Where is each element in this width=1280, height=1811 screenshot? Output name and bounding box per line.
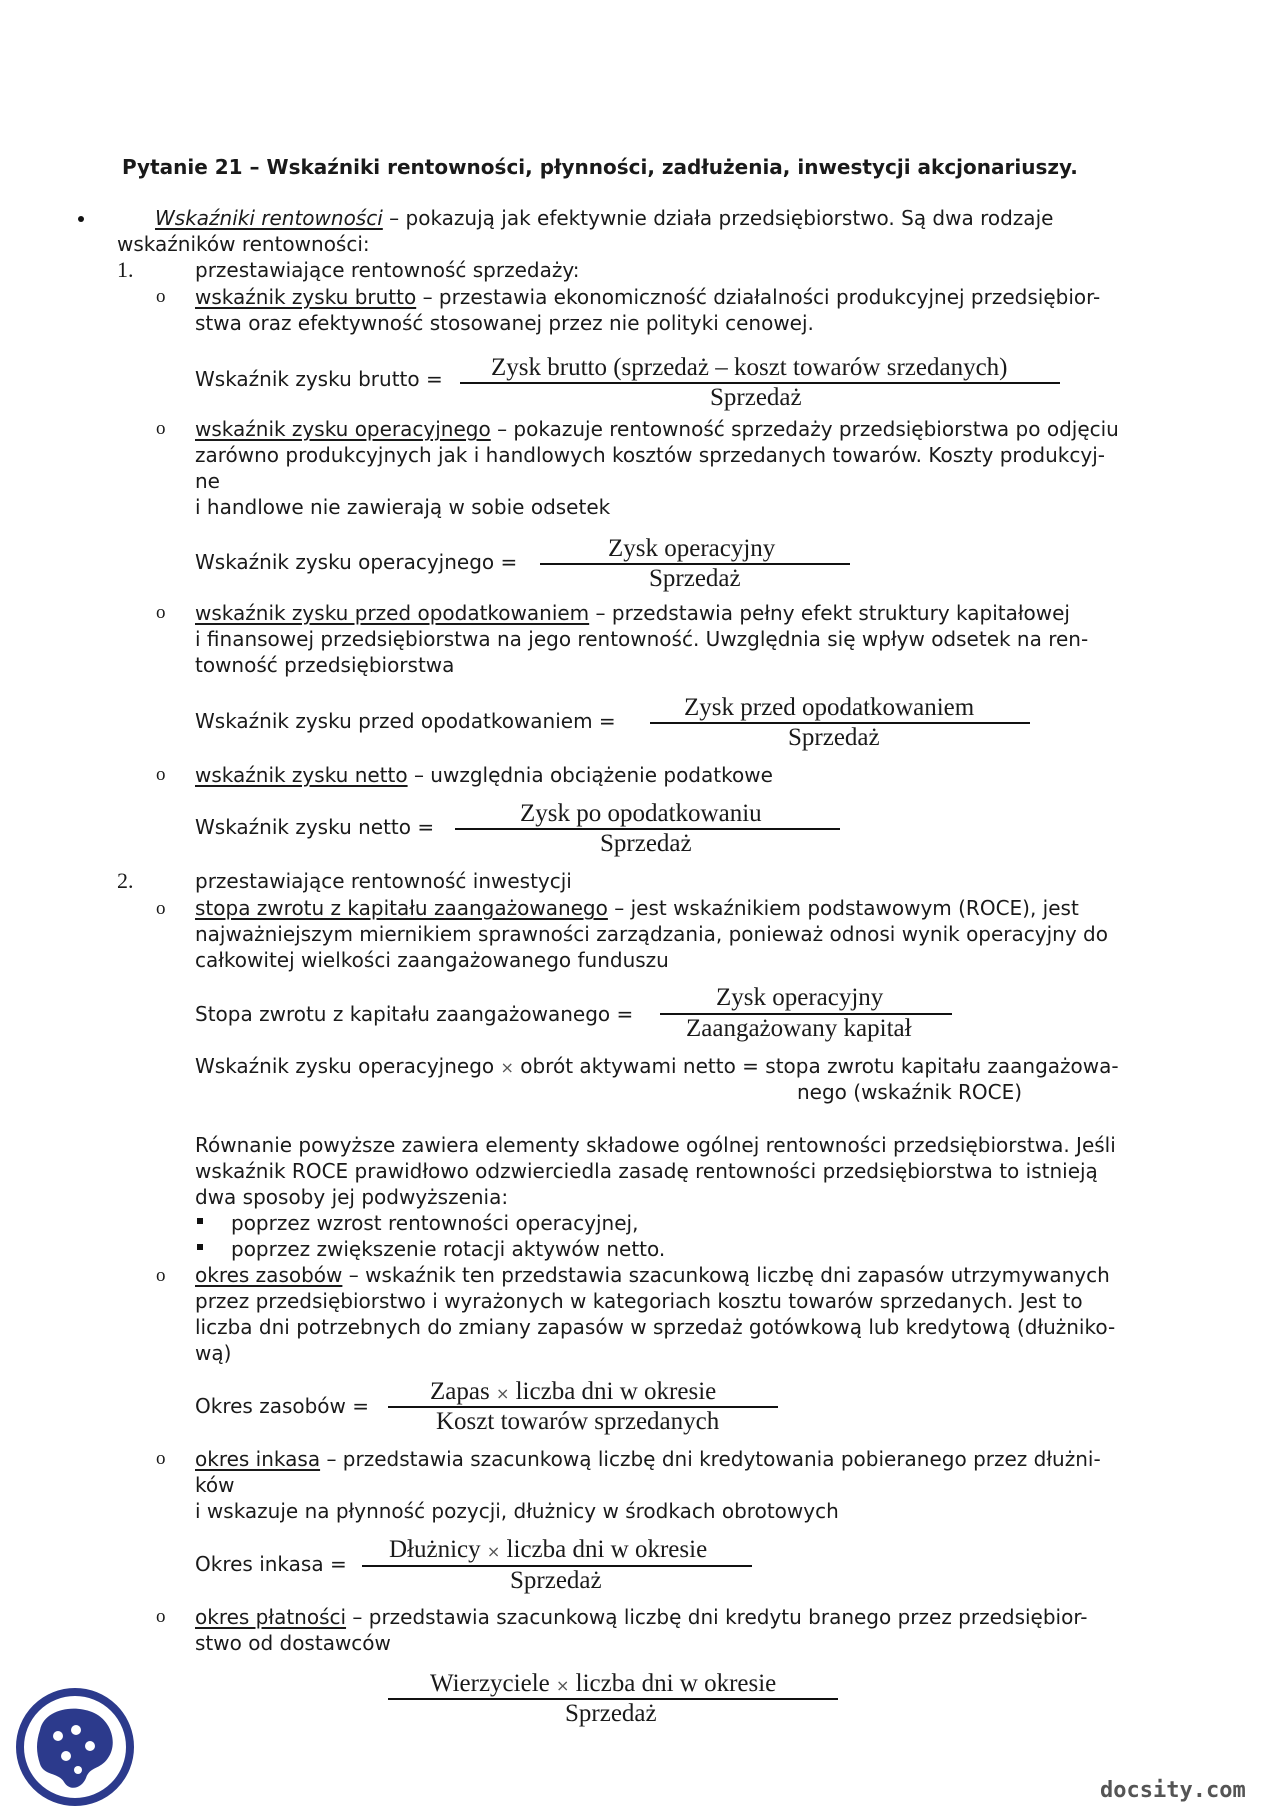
intro-line-1	[155, 205, 1205, 231]
platnosc-numerator-a: Wierzyciele	[430, 1670, 550, 1697]
inkaso-line-3: i wskazuje na płynność pozycji, dłużnicy w środkach obrotowych	[195, 1499, 839, 1523]
inkaso-denominator: Sprzedaż	[510, 1567, 602, 1594]
operacyjny-formula-label: Wskaźnik zysku operacyjnego =	[195, 550, 518, 574]
inkaso-numerator-a: Dłużnicy	[389, 1536, 481, 1563]
platnosc-line-2: stwo od dostawców	[195, 1631, 391, 1655]
roce-equation-line-1	[195, 1053, 1119, 1081]
przed-opod-numerator: Zysk przed opodatkowaniem	[684, 694, 975, 721]
zasoby-line-2: przez przedsiębiorstwo i wyrażonych w kategoriach kosztu towarów sprzedanych. Jest to	[195, 1289, 1083, 1313]
operacyjny-denominator: Sprzedaż	[649, 565, 741, 592]
inkaso-term: okres inkasa	[195, 1447, 321, 1471]
zasoby-formula-label: Okres zasobów =	[195, 1394, 370, 1418]
netto-numerator: Zysk po opodatkowaniu	[520, 800, 762, 827]
operacyjny-line-1	[195, 416, 1205, 442]
intro-text-1: – pokazują jak efektywnie działa przedsiębiorstwo. Są dwa rodzaje	[389, 206, 1054, 230]
zasoby-line-4: wą)	[195, 1341, 232, 1365]
square-bullet	[197, 1218, 203, 1224]
platnosc-denominator: Sprzedaż	[565, 1700, 657, 1727]
zasoby-numerator	[430, 1377, 716, 1409]
zasoby-denominator: Koszt towarów sprzedanych	[436, 1408, 720, 1435]
roce-para-1: Równanie powyższe zawiera elementy składowe ogólnej rentowności przedsiębiorstwa. Jeśli	[195, 1133, 1116, 1157]
przed-opod-text-1: – przedstawia pełny efekt struktury kapitałowej	[595, 601, 1070, 625]
platnosc-numerator	[430, 1669, 776, 1701]
roce-bullet-1: poprzez wzrost rentowności operacyjnej,	[231, 1211, 639, 1235]
platnosc-numerator-b: liczba dni w okresie	[575, 1670, 777, 1697]
inkaso-text-1: – przedstawia szacunkową liczbę dni kredytowania pobieranego przez dłużni-	[326, 1447, 1101, 1471]
inkaso-formula-label: Okres inkasa =	[195, 1552, 347, 1576]
platnosc-text-1: – przedstawia szacunkową liczbę dni kredytu branego przez przedsiębior-	[352, 1605, 1088, 1629]
docsity-watermark[interactable]: docsity.com	[1100, 1778, 1246, 1803]
operacyjny-line-2: zarówno produkcyjnych jak i handlowych kosztów sprzedanych towarów. Koszty produkcyj-	[195, 443, 1105, 467]
brutto-numerator: Zysk brutto (sprzedaż – koszt towarów srzedanych)	[491, 354, 1008, 381]
section-1-number: 1.	[117, 257, 134, 282]
inkaso-line-1	[195, 1446, 1205, 1472]
przed-opod-denominator: Sprzedaż	[788, 724, 880, 751]
roce-term: stopa zwrotu z kapitału zaangażowanego	[195, 896, 608, 920]
intro-term: Wskaźniki rentowności	[155, 206, 383, 230]
inkaso-numerator-b: liczba dni w okresie	[506, 1536, 708, 1563]
brutto-line-2: stwa oraz efektywność stosowanej przez nie polityki cenowej.	[195, 311, 814, 335]
zasoby-line-3: liczba dni potrzebnych do zmiany zapasów w sprzedaż gotówkową lub kredytową (dłużniko-	[195, 1315, 1116, 1339]
netto-denominator: Sprzedaż	[600, 830, 692, 857]
netto-line-1	[195, 762, 773, 788]
bullet-o: o	[156, 764, 166, 785]
roce-eq-part1: Wskaźnik zysku operacyjnego	[195, 1054, 495, 1078]
roce-line-2: najważniejszym miernikiem sprawności zarządzania, ponieważ odnosi wynik operacyjny do	[195, 922, 1108, 946]
times-sign: ×	[500, 1058, 514, 1077]
times-sign: ×	[495, 1384, 510, 1403]
roce-text-1: – jest wskaźnikiem podstawowym (ROCE), jest	[614, 896, 1079, 920]
times-sign: ×	[486, 1542, 501, 1561]
page-title: Pytanie 21 – Wskaźniki rentowności, płynności, zadłużenia, inwestycji akcjonariuszy.	[122, 155, 1078, 179]
roce-bullet-2: poprzez zwiększenie rotacji aktywów netto.	[231, 1237, 666, 1261]
zasoby-text-1: – wskaźnik ten przedstawia szacunkową liczbę dni zapasów utrzymywanych	[348, 1263, 1110, 1287]
section-2-number: 2.	[117, 868, 134, 893]
operacyjny-line-4: i handlowe nie zawierają w sobie odsetek	[195, 495, 611, 519]
zasoby-line-1	[195, 1262, 1205, 1288]
operacyjny-term: wskaźnik zysku operacyjnego	[195, 417, 491, 441]
roce-formula-label: Stopa zwrotu z kapitału zaangażowanego =	[195, 1002, 634, 1026]
bullet-o: o	[156, 418, 166, 439]
brutto-text-1: – przestawia ekonomiczność działalności produkcyjnej przedsiębior-	[422, 285, 1101, 309]
roce-line-3: całkowitej wielkości zaangażowanego funduszu	[195, 948, 669, 972]
roce-numerator: Zysk operacyjny	[716, 984, 884, 1011]
przed-opod-line-3: towność przedsiębiorstwa	[195, 653, 455, 677]
bullet-dot	[78, 216, 84, 222]
netto-text-1: – uwzględnia obciążenie podatkowe	[413, 763, 773, 787]
platnosc-line-1	[195, 1604, 1205, 1630]
zasoby-numerator-a: Zapas	[430, 1378, 490, 1405]
roce-para-2: wskaźnik ROCE prawidłowo odzwierciedla zasadę rentowności przedsiębiorstwa to istnieją	[195, 1159, 1098, 1183]
netto-formula-label: Wskaźnik zysku netto =	[195, 815, 435, 839]
przed-opod-line-1	[195, 600, 1205, 626]
bullet-o: o	[156, 602, 166, 623]
przed-opod-line-2: i finansowej przedsiębiorstwa na jego rentowność. Uwzględnia się wpływ odsetek na ren-	[195, 627, 1089, 651]
section-1-heading: przestawiające rentowność sprzedaży:	[195, 258, 580, 282]
przed-opod-term: wskaźnik zysku przed opodatkowaniem	[195, 601, 590, 625]
roce-equation-line-2: nego (wskaźnik ROCE)	[797, 1080, 1023, 1104]
bullet-o: o	[156, 1606, 166, 1627]
brutto-term: wskaźnik zysku brutto	[195, 285, 417, 309]
bullet-o: o	[156, 1265, 166, 1286]
operacyjny-numerator: Zysk operacyjny	[608, 535, 776, 562]
operacyjny-text-1: – pokazuje rentowność sprzedaży przedsiębiorstwa po odjęciu	[497, 417, 1119, 441]
inkaso-numerator	[389, 1535, 707, 1567]
roce-denominator: Zaangażowany kapitał	[686, 1015, 912, 1042]
brutto-line-1	[195, 284, 1205, 310]
brutto-formula-label: Wskaźnik zysku brutto =	[195, 367, 443, 391]
bullet-o: o	[156, 1448, 166, 1469]
operacyjny-line-3: ne	[195, 469, 220, 493]
przed-opod-formula-label: Wskaźnik zysku przed opodatkowaniem =	[195, 709, 616, 733]
netto-term: wskaźnik zysku netto	[195, 763, 408, 787]
intro-line-2: wskaźników rentowności:	[117, 232, 370, 256]
roce-para-3: dwa sposoby jej podwyższenia:	[195, 1185, 509, 1209]
zasoby-numerator-b: liczba dni w okresie	[515, 1378, 717, 1405]
bullet-o: o	[156, 286, 166, 307]
roce-eq-part2: obrót aktywami netto = stopa zwrotu kapitału zaangażowa-	[520, 1054, 1119, 1078]
docsity-logo-icon	[14, 1686, 136, 1808]
inkaso-line-2: ków	[195, 1473, 235, 1497]
platnosc-term: okres płatności	[195, 1605, 347, 1629]
brutto-denominator: Sprzedaż	[710, 384, 802, 411]
section-2-heading: przestawiające rentowność inwestycji	[195, 869, 572, 893]
roce-line-1	[195, 895, 1205, 921]
times-sign: ×	[556, 1676, 570, 1695]
bullet-o: o	[156, 898, 166, 919]
zasoby-term: okres zasobów	[195, 1263, 343, 1287]
square-bullet	[197, 1244, 203, 1250]
